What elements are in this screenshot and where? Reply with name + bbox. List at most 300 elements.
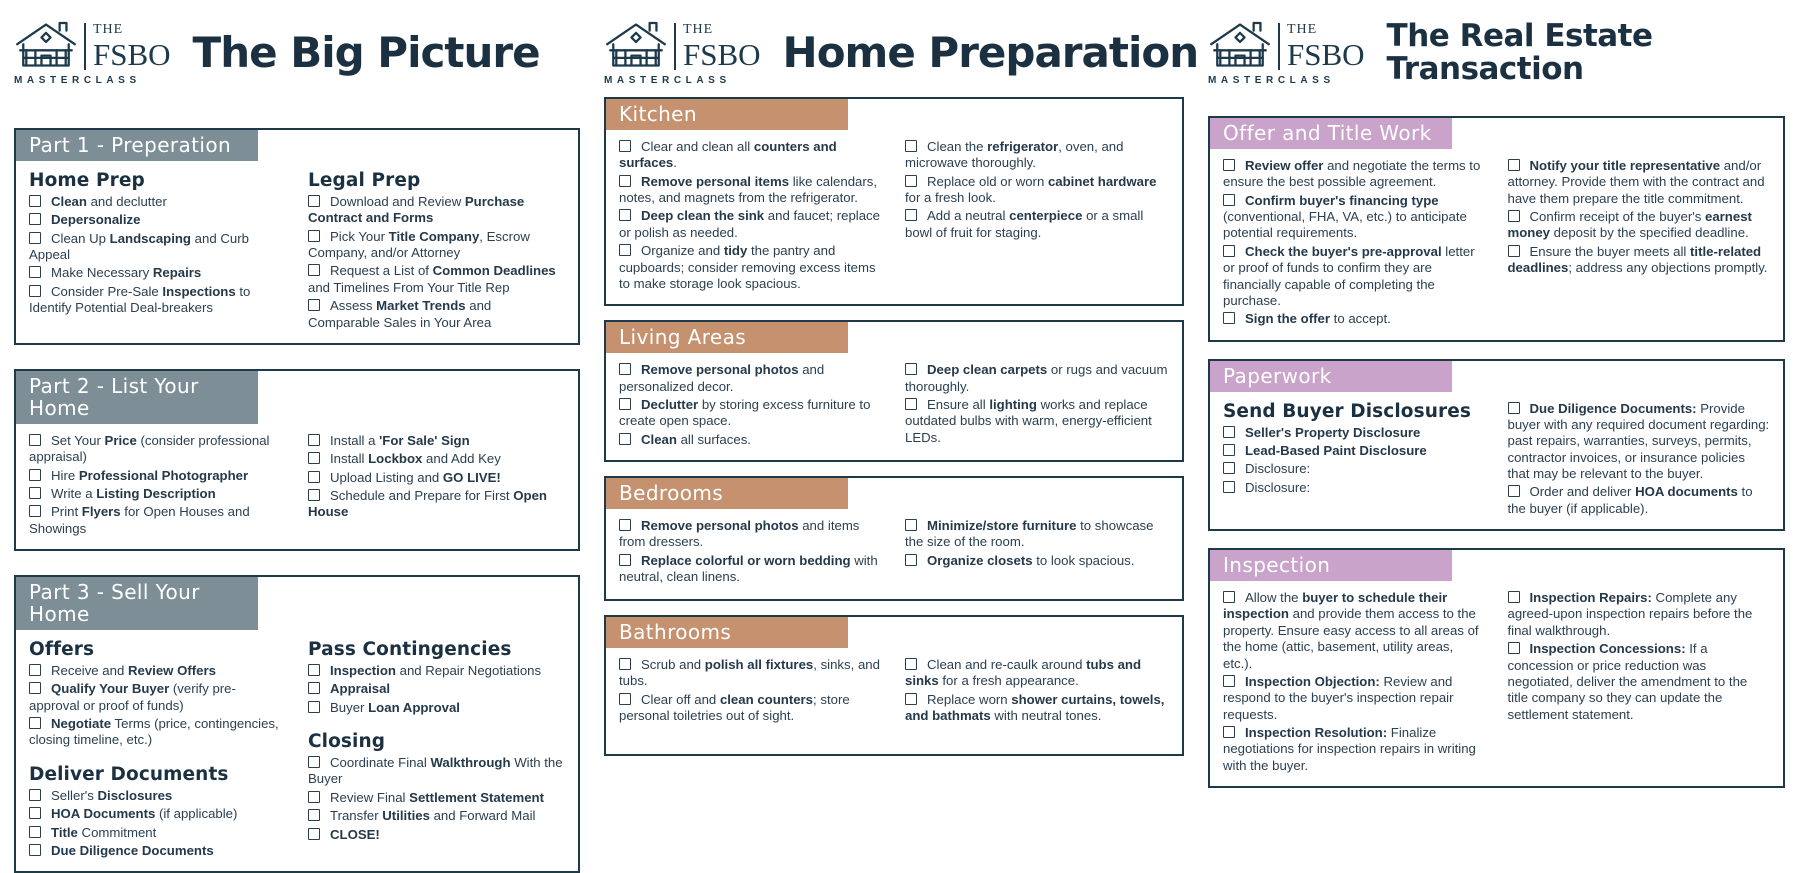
checkbox[interactable] — [619, 244, 631, 256]
checkbox[interactable] — [1223, 312, 1235, 324]
checkbox[interactable] — [619, 363, 631, 375]
checklist-group — [1223, 158, 1486, 328]
checklist-sub-column — [308, 168, 565, 333]
checklist-item — [308, 663, 565, 679]
checklist-sub-column — [1223, 399, 1486, 520]
checklist-sub-column — [308, 431, 565, 539]
checkbox[interactable] — [308, 471, 320, 483]
checklist-sub-column — [1508, 588, 1771, 776]
checklist-item-text: Sign the offer to accept. — [1245, 311, 1391, 327]
checklist-item — [1223, 674, 1486, 723]
checkbox[interactable] — [308, 791, 320, 803]
checklist-item — [1223, 193, 1486, 242]
checkbox[interactable] — [29, 789, 41, 801]
checkbox[interactable] — [905, 658, 917, 670]
checklist-item-text: Replace worn shower curtains, towels, and bathmats with neutral tones. — [905, 691, 1165, 724]
section-box — [14, 128, 580, 345]
checkbox[interactable] — [29, 682, 41, 694]
column-header — [14, 10, 580, 96]
checklist-item — [619, 553, 883, 586]
checklist-item — [29, 468, 286, 484]
checklist-group — [29, 639, 286, 749]
checklist-sub-column — [619, 655, 883, 726]
checklist-item — [29, 843, 286, 859]
house-icon — [604, 20, 668, 70]
checklist-item — [29, 681, 286, 714]
checkbox[interactable] — [1223, 245, 1235, 257]
checkbox[interactable] — [29, 232, 41, 244]
checkbox[interactable] — [308, 809, 320, 821]
checklist-item — [1223, 725, 1486, 774]
checklist-item-text: Make Necessary Repairs — [51, 265, 202, 281]
checklist-item — [905, 518, 1169, 551]
column-real-estate-transaction — [1208, 10, 1785, 873]
checklist-item-text: HOA Documents (if applicable) — [51, 806, 238, 822]
checkbox[interactable] — [308, 264, 320, 276]
group-title: Closing — [308, 731, 386, 753]
group-title: Home Prep — [29, 170, 145, 191]
checkbox[interactable] — [29, 717, 41, 729]
checkbox[interactable] — [1508, 159, 1520, 171]
section-box — [14, 369, 580, 551]
logo-masterclass: MASTERCLASS — [14, 75, 141, 86]
checkbox[interactable] — [905, 693, 917, 705]
checklist-item — [1508, 484, 1771, 517]
checklist-group — [619, 139, 883, 292]
checkbox[interactable] — [619, 433, 631, 445]
checklist-item-text: Allow the buyer to schedule their inspection and provide them access to the property. Ensure easy access to all areas of the home (attic, basement, utility areas, etc.). — [1223, 590, 1479, 671]
column-header — [1208, 10, 1785, 96]
checklist-item — [619, 397, 883, 430]
checklist-item-text: Coordinate Final Walkthrough With the Buyer — [308, 755, 563, 787]
checklist-sub-column — [308, 637, 565, 861]
section-header: Part 3 - Sell Your Home — [16, 577, 258, 630]
checkbox[interactable] — [308, 489, 320, 501]
checklist-item-text: Review Final Settlement Statement — [330, 789, 544, 805]
checklist-item — [619, 243, 883, 292]
checklist-item — [29, 788, 286, 804]
checkbox[interactable] — [308, 828, 320, 840]
section-header: Offer and Title Work — [1210, 118, 1452, 149]
checklist-item-text: Pick Your Title Company, Escrow Company, and/or Attorney — [308, 228, 530, 261]
checklist-sub-column — [29, 168, 286, 333]
checklist-item — [1223, 425, 1486, 441]
checkbox[interactable] — [905, 519, 917, 531]
checkbox[interactable] — [1223, 675, 1235, 687]
checklist-sub-column — [905, 360, 1169, 450]
checklist-item-text: Due Diligence Documents: Provide buyer with any required document regarding: past repairs, warranties, surveys, permits, contractor invoices, or insurance policies that may be relevant to the buyer. — [1507, 400, 1770, 482]
checklist-item — [1223, 311, 1486, 327]
checkbox[interactable] — [905, 209, 917, 221]
checklist-item-text: Clean the refrigerator, oven, and microwave thoroughly. — [905, 139, 1124, 171]
checklist-item-text: Replace old or worn cabinet hardware for a fresh look. — [905, 173, 1157, 206]
checklist-group — [619, 518, 883, 585]
checklist-item — [308, 229, 565, 262]
checklist-item-text: Remove personal items like calendars, notes, and magnets from the refrigerator. — [619, 173, 878, 206]
checkbox[interactable] — [905, 554, 917, 566]
checklist-item-text: Review offer and negotiate the terms to ensure the best possible agreement. — [1223, 158, 1481, 190]
checkbox[interactable] — [1223, 462, 1235, 474]
fsbo-logo — [14, 20, 171, 86]
checklist-item — [29, 716, 286, 749]
checklist-item-text: Qualify Your Buyer (verify pre-approval or proof of funds) — [29, 681, 236, 713]
section-header: Bedrooms — [606, 478, 848, 509]
checklist-item-text: Remove personal photos and personalized decor. — [619, 362, 825, 394]
checklist-item-text: Write a Listing Description — [51, 485, 216, 501]
checklist-group — [308, 731, 565, 843]
sections-home-preparation — [604, 97, 1184, 756]
checkbox[interactable] — [308, 452, 320, 464]
checklist-group — [1223, 590, 1486, 774]
checkbox[interactable] — [308, 701, 320, 713]
checklist-sub-column — [905, 137, 1169, 294]
checkbox[interactable] — [29, 469, 41, 481]
checklist-group — [29, 433, 286, 537]
column-header — [604, 10, 1199, 96]
checkbox[interactable] — [308, 682, 320, 694]
checklist-item — [29, 194, 286, 210]
checklist-item — [905, 139, 1169, 172]
checklist-item-text: Ensure all lighting works and replace outdated bulbs with warm, energy-efficient LEDs. — [905, 396, 1152, 445]
checkbox[interactable] — [905, 398, 917, 410]
checklist-item — [1223, 461, 1486, 477]
checklist-item-text: Assess Market Trends and Comparable Sales in Your Area — [308, 298, 492, 330]
checklist-item-text: Confirm buyer's financing type (conventional, FHA, VA, etc.) to anticipate potential requirements. — [1223, 192, 1467, 241]
checkbox[interactable] — [1508, 591, 1520, 603]
checklist-item — [905, 397, 1169, 446]
logo-fsbo: FSBO — [93, 37, 171, 72]
house-icon — [14, 20, 78, 70]
sections-big-picture — [14, 128, 580, 873]
checklist-item — [29, 806, 286, 822]
checkbox[interactable] — [29, 664, 41, 676]
checklist-item — [308, 488, 565, 521]
checklist-item-text: CLOSE! — [330, 826, 380, 842]
checklist-item — [308, 808, 565, 824]
checklist-item — [308, 790, 565, 806]
checkbox[interactable] — [29, 195, 41, 207]
section-box — [604, 476, 1184, 601]
checklist-item-text: Inspection Concessions: If a concession or price reduction was negotiated, deliver the amendment to the title company so they can update the settlement statement. — [1507, 641, 1748, 722]
checklist-item — [29, 265, 286, 281]
checklist-item-text: Clean Up Landscaping and Curb Appeal — [29, 230, 249, 263]
checklist-sub-column — [619, 137, 883, 294]
checkbox[interactable] — [29, 807, 41, 819]
checklist-group — [905, 139, 1169, 241]
checklist-item-text: Schedule and Prepare for First Open House — [308, 487, 547, 520]
checklist-item — [308, 433, 565, 449]
section-header: Inspection — [1210, 550, 1452, 581]
checklist-sub-column — [29, 431, 286, 539]
section-header: Part 2 - List Your Home — [16, 371, 258, 424]
checklist-group — [1508, 401, 1771, 518]
checklist-item-text: Print Flyers for Open Houses and Showings — [29, 504, 250, 536]
checklist-item — [905, 657, 1169, 690]
checklist-item-text: Seller's Disclosures — [51, 787, 173, 803]
checklist-item — [1508, 209, 1771, 242]
checklist-item-text: Minimize/store furniture to showcase the size of the room. — [905, 518, 1154, 550]
logo-the: THE — [683, 22, 714, 37]
checklist-item-text: Download and Review Purchase Contract and Forms — [308, 194, 525, 226]
checkbox[interactable] — [905, 363, 917, 375]
house-icon — [1208, 20, 1272, 70]
checkbox[interactable] — [619, 658, 631, 670]
checklist-item-text: Inspection and Repair Negotiations — [330, 663, 542, 679]
checklist-item-text: Add a neutral centerpiece or a small bowl of fruit for staging. — [905, 208, 1144, 240]
checklist-item-text: Inspection Objection: Review and respond to the buyer's inspection repair requests. — [1223, 673, 1454, 722]
logo-masterclass: MASTERCLASS — [1208, 75, 1335, 86]
checklist-item-text: Notify your title representative and/or attorney. Provide them with the contract and have them prepare the title commitment. — [1507, 158, 1765, 206]
checkbox[interactable] — [619, 140, 631, 152]
checklist-item — [308, 755, 565, 788]
checklist-item — [905, 208, 1169, 241]
checklist-item-text: Clean and re-caulk around tubs and sinks for a fresh appearance. — [905, 657, 1142, 689]
section-box — [604, 320, 1184, 462]
checklist-item — [29, 504, 286, 537]
checklist-item-text: Consider Pre-Sale Inspections to Identify Potential Deal-breakers — [29, 283, 251, 316]
checkbox[interactable] — [1508, 485, 1520, 497]
checklist-item — [1223, 480, 1486, 496]
checklist-item — [619, 518, 883, 551]
checklist-item — [1223, 590, 1486, 672]
checklist-item-text: Hire Professional Photographer — [51, 467, 249, 483]
group-title: Send Buyer Disclosures — [1223, 400, 1471, 422]
logo-fsbo: FSBO — [683, 37, 761, 72]
checkbox[interactable] — [29, 826, 41, 838]
section-box — [604, 615, 1184, 756]
checkbox[interactable] — [1223, 159, 1235, 171]
checklist-item-text: Receive and Review Offers — [51, 663, 216, 679]
logo-masterclass: MASTERCLASS — [604, 75, 731, 86]
checklist-item — [1508, 590, 1771, 639]
checklist-item-text: Set Your Price (consider professional appraisal) — [29, 432, 270, 465]
checklist-item-text: Install a 'For Sale' Sign — [330, 432, 470, 448]
checklist-sub-column — [29, 637, 286, 861]
checkbox[interactable] — [29, 285, 41, 297]
checkbox[interactable] — [1223, 444, 1235, 456]
checklist-item-text: Clean and declutter — [51, 194, 167, 209]
section-box — [1208, 548, 1785, 788]
checkbox[interactable] — [29, 487, 41, 499]
checklist-item — [29, 212, 286, 228]
checkbox[interactable] — [1508, 245, 1520, 257]
section-box — [604, 97, 1184, 306]
section-header: Bathrooms — [606, 617, 848, 648]
column-big-picture — [14, 10, 580, 873]
checklist-group — [905, 657, 1169, 724]
checkbox[interactable] — [1508, 642, 1520, 654]
checkbox[interactable] — [619, 693, 631, 705]
group-title: Offers — [29, 639, 95, 661]
checklist-item — [29, 433, 286, 466]
checklist-item — [1508, 641, 1771, 723]
checkbox[interactable] — [619, 209, 631, 221]
checklist-sub-column — [1508, 399, 1771, 520]
checklist-sub-column — [1223, 588, 1486, 776]
checkbox[interactable] — [29, 505, 41, 517]
checklist-item-text: Transfer Utilities and Forward Mail — [330, 808, 536, 824]
checklist-item — [1223, 158, 1486, 191]
checklist-item — [619, 139, 883, 172]
checklist-item — [1223, 443, 1486, 459]
section-box — [14, 575, 580, 873]
checklist-item — [308, 451, 565, 467]
checklist-item-text: Appraisal — [330, 681, 391, 697]
checklist-group — [1223, 401, 1486, 496]
checkbox[interactable] — [308, 230, 320, 242]
section-header: Paperwork — [1210, 361, 1452, 392]
checklist-sub-column — [619, 360, 883, 450]
checklist-item-text: Deep clean carpets or rugs and vacuum thoroughly. — [905, 362, 1168, 394]
checklist-item — [29, 284, 286, 317]
checklist-item-text: Disclosure: — [1245, 461, 1311, 477]
checklist-item-text: Disclosure: — [1245, 479, 1311, 495]
checklist-item-text: Clean all surfaces. — [641, 431, 751, 447]
section-header: Living Areas — [606, 322, 848, 353]
checklist-item — [1508, 158, 1771, 207]
checklist-item — [308, 470, 565, 486]
checklist-item-text: Inspection Resolution: Finalize negotiations for inspection repairs in writing with the buyer. — [1223, 724, 1476, 773]
checkbox[interactable] — [1223, 426, 1235, 438]
section-box — [1208, 116, 1785, 342]
section-header: Kitchen — [606, 99, 848, 130]
checklist-item-text: Lead-Based Paint Disclosure — [1245, 442, 1427, 458]
page-title-home-preparation: Home Preparation — [782, 27, 1199, 77]
checklist-item-text: Ensure the buyer meets all title-related deadlines; address any objections promptly. — [1507, 243, 1768, 276]
checkbox[interactable] — [29, 266, 41, 278]
checklist-item-text: Seller's Property Disclosure — [1245, 424, 1421, 440]
checkbox[interactable] — [1508, 402, 1520, 414]
fsbo-logo — [1208, 20, 1365, 86]
checklist-group — [619, 657, 883, 724]
checkbox[interactable] — [619, 398, 631, 410]
column-home-preparation — [604, 10, 1199, 873]
checklist-group — [308, 639, 565, 716]
checklist-item — [905, 692, 1169, 725]
checklist-item-text: Clear and clean all counters and surfaces. — [619, 139, 837, 171]
section-header: Part 1 - Preperation — [16, 130, 258, 161]
checklist-item — [308, 827, 565, 843]
checklist-group — [619, 362, 883, 448]
checklist-item-text: Scrub and polish all fixtures, sinks, and tubs. — [619, 657, 880, 689]
checklist-item — [1508, 244, 1771, 277]
checklist-group — [1508, 590, 1771, 723]
checklist-item — [905, 553, 1169, 569]
checklist-item — [619, 692, 883, 725]
checkbox[interactable] — [29, 844, 41, 856]
checklist-item — [619, 174, 883, 207]
checklist-item — [29, 663, 286, 679]
checklist-group — [308, 170, 565, 331]
checklist-item-text: Clear off and clean counters; store personal toiletries out of sight. — [619, 691, 850, 724]
checklist-item-text: Due Diligence Documents — [51, 842, 214, 858]
logo-the: THE — [1287, 22, 1318, 37]
checkbox[interactable] — [29, 213, 41, 225]
checkbox[interactable] — [29, 434, 41, 446]
fsbo-logo — [604, 20, 761, 86]
checkbox[interactable] — [1223, 591, 1235, 603]
checklist-item-text: Order and deliver HOA documents to the buyer (if applicable). — [1507, 484, 1753, 516]
checkbox[interactable] — [905, 140, 917, 152]
checklist-item — [619, 657, 883, 690]
checklist-sub-column — [905, 516, 1169, 587]
checklist-item-text: Deep clean the sink and faucet; replace or polish as needed. — [619, 208, 880, 240]
checklist-sub-column — [619, 516, 883, 587]
checklist-item-text: Remove personal photos and items from dressers. — [619, 518, 860, 550]
checklist-group — [29, 764, 286, 859]
checklist-item-text: Replace colorful or worn bedding with neutral, clean linens. — [619, 552, 878, 585]
checklist-item — [619, 362, 883, 395]
checkbox[interactable] — [619, 175, 631, 187]
checkbox[interactable] — [1223, 481, 1235, 493]
checklist-item — [905, 174, 1169, 207]
checklist-sub-column — [905, 655, 1169, 726]
checkbox[interactable] — [308, 756, 320, 768]
checklist-item-text: Negotiate Terms (price, contingencies, closing timeline, etc.) — [29, 716, 279, 748]
checkbox[interactable] — [619, 554, 631, 566]
checkbox[interactable] — [619, 519, 631, 531]
checklist-item — [905, 362, 1169, 395]
checklist-item-text: Organize and tidy the pantry and cupboards; consider removing excess items to make storage look spacious. — [619, 243, 876, 291]
checklist-item-text: Buyer Loan Approval — [330, 699, 460, 715]
checklist-item — [619, 432, 883, 448]
checklist-item — [308, 263, 565, 296]
checklist-item — [619, 208, 883, 241]
checkbox[interactable] — [1508, 210, 1520, 222]
checklist-item-text: Title Commitment — [51, 824, 157, 840]
checklist-item-text: Install Lockbox and Add Key — [330, 451, 501, 467]
checkbox[interactable] — [905, 175, 917, 187]
checklist-item — [308, 681, 565, 697]
checklist-item — [29, 825, 286, 841]
checkbox[interactable] — [308, 299, 320, 311]
checklist-item-text: Check the buyer's pre-approval letter or proof of funds to confirm they are financially capable of completing the purchase. — [1223, 243, 1475, 308]
checkbox[interactable] — [308, 664, 320, 676]
checklist-item-text: Inspection Repairs: Complete any agreed-upon inspection repairs before the final walkthrough. — [1507, 590, 1753, 638]
checklist-item-text: Confirm receipt of the buyer's earnest money deposit by the specified deadline. — [1507, 209, 1752, 241]
checklist-group — [1508, 158, 1771, 277]
checklist-item — [308, 194, 565, 227]
page-title-real-estate-transaction: The Real Estate Transaction — [1386, 18, 1653, 87]
checklist-sub-column — [1508, 156, 1771, 330]
checklist-item-text: Organize closets to look spacious. — [927, 552, 1135, 568]
checkbox[interactable] — [1223, 726, 1235, 738]
checkbox[interactable] — [1223, 194, 1235, 206]
checklist-item — [308, 700, 565, 716]
checklist-item — [29, 231, 286, 264]
logo-the: THE — [93, 22, 124, 37]
group-title: Pass Contingencies — [308, 639, 512, 661]
checklist-sub-column — [1223, 156, 1486, 330]
checkbox[interactable] — [308, 434, 320, 446]
checklist-item-text: Declutter by storing excess furniture to create open space. — [619, 396, 871, 429]
checklist-item — [29, 486, 286, 502]
checklist-item-text: Upload Listing and GO LIVE! — [330, 469, 501, 485]
checklist-item — [1223, 244, 1486, 309]
checklist-item-text: Request a List of Common Deadlines and Timelines From Your Title Rep — [308, 263, 556, 295]
group-title: Legal Prep — [308, 170, 421, 191]
checklist-item — [1508, 401, 1771, 483]
checklist-group — [905, 362, 1169, 446]
checkbox[interactable] — [308, 195, 320, 207]
sections-real-estate-transaction — [1208, 116, 1785, 788]
checklist-item — [308, 298, 565, 331]
section-box — [1208, 359, 1785, 532]
checklist-group — [905, 518, 1169, 569]
checklist-group — [308, 433, 565, 521]
checklist-group — [29, 170, 286, 317]
logo-fsbo: FSBO — [1287, 37, 1365, 72]
